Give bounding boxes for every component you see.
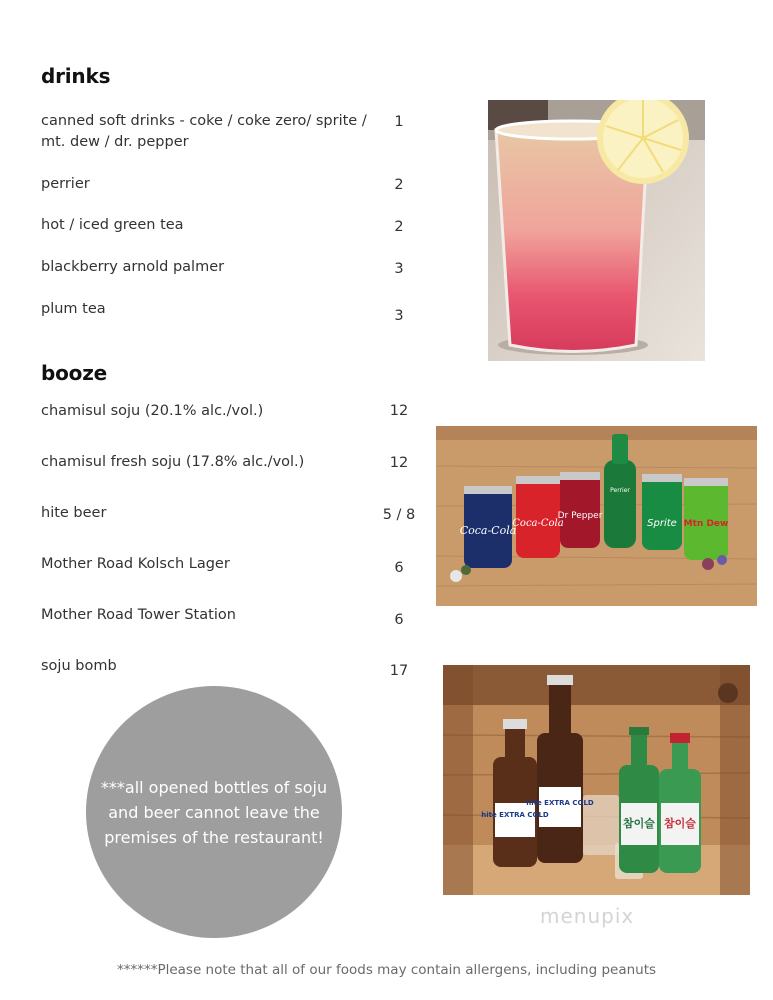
menu-item-name: perrier xyxy=(41,176,90,192)
bottle-label-perrier: Perrier xyxy=(610,487,630,494)
soda-cans-illustration xyxy=(436,426,757,606)
can-dr-pepper xyxy=(560,472,600,548)
pink-drink-illustration xyxy=(488,100,705,361)
menu-item-price: 3 xyxy=(394,261,404,277)
menu-item-price: 2 xyxy=(394,177,404,193)
bottle-label-soju-1: 참이슬 xyxy=(623,817,655,830)
beer-soju-bottles-illustration xyxy=(443,665,750,895)
allergen-footer-note: ******Please note that all of our foods may contain allergens, including peanuts xyxy=(116,962,657,978)
menu-item-name: hot / iced green tea xyxy=(41,217,184,233)
drinks-section-title: drinks xyxy=(41,64,111,88)
menu-item-name: blackberry arnold palmer xyxy=(41,259,225,275)
bottle-label-soju-2: 참이슬 xyxy=(664,817,696,830)
can-label-dr-pepper: Dr Pepper xyxy=(557,511,603,521)
menu-item-price: 1 xyxy=(394,114,404,130)
menu-item-name: soju bomb xyxy=(41,658,117,674)
menu-item-price: 12 xyxy=(389,403,409,419)
cans-photo xyxy=(436,426,757,606)
notice-text: ***all opened bottles of soju and beer cannot leave the premises of the restaurant! xyxy=(100,777,328,847)
menu-item-name: Mother Road Kolsch Lager xyxy=(41,556,230,572)
can-label-coke-zero: Coca-Cola xyxy=(459,524,517,537)
can-label-mtn-dew: Mtn Dew xyxy=(683,519,729,529)
bottles-photo xyxy=(443,665,750,895)
menu-item-price: 12 xyxy=(389,455,409,471)
menu-item-name: Mother Road Tower Station xyxy=(41,607,236,623)
menu-item-price: 17 xyxy=(389,663,409,679)
menu-item-price: 6 xyxy=(394,612,404,628)
can-label-sprite: Sprite xyxy=(647,518,677,529)
can-sprite xyxy=(642,474,682,550)
menupix-watermark: menupix xyxy=(540,904,635,928)
menu-item-price: 2 xyxy=(394,219,404,235)
drink-photo xyxy=(488,100,705,361)
menu-item-name: hite beer xyxy=(41,505,107,521)
notice-badge xyxy=(86,686,342,938)
menu-item-price: 6 xyxy=(394,560,404,576)
menu-item-name: canned soft drinks - coke / coke zero/ sprite / mt. dew / dr. pepper xyxy=(41,113,367,150)
bottle-perrier xyxy=(604,460,636,548)
menu-item-name: chamisul soju (20.1% alc./vol.) xyxy=(41,403,264,419)
bottle-label-hite-small: hite EXTRA COLD xyxy=(481,811,549,819)
booze-section-title: booze xyxy=(41,361,108,385)
menu-item-price: 3 xyxy=(394,308,404,324)
menu-item-name: plum tea xyxy=(41,301,106,317)
can-coke xyxy=(516,476,560,558)
can-label-coke: Coca-Cola xyxy=(512,518,564,529)
menu-item-name: chamisul fresh soju (17.8% alc./vol.) xyxy=(41,454,305,470)
bottle-label-hite-large: hite EXTRA COLD xyxy=(526,799,594,807)
menu-item-price: 5 / 8 xyxy=(382,507,416,523)
